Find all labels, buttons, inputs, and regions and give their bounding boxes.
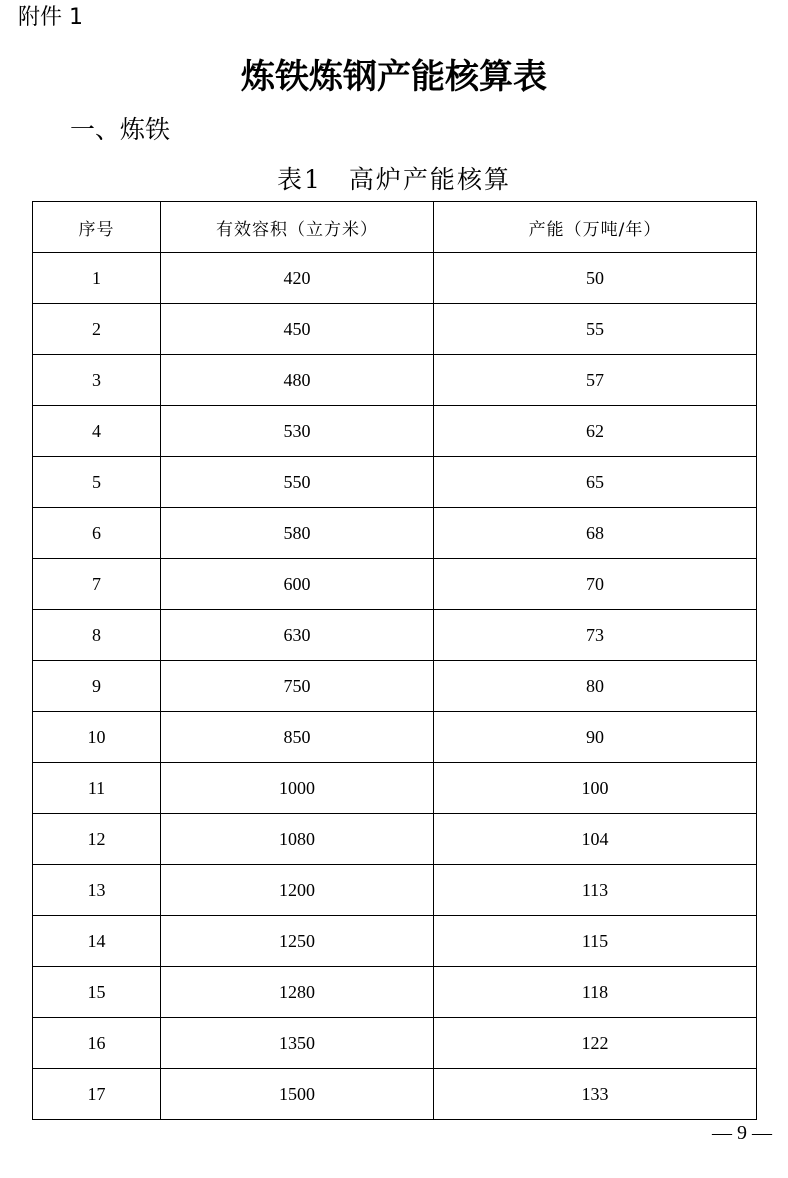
cell-capacity: 62 xyxy=(434,406,757,457)
header-effective-volume: 有效容积（立方米） xyxy=(161,202,434,253)
cell-effective-volume: 550 xyxy=(161,457,434,508)
cell-effective-volume: 630 xyxy=(161,610,434,661)
cell-capacity: 55 xyxy=(434,304,757,355)
cell-capacity: 104 xyxy=(434,814,757,865)
cell-serial-number: 9 xyxy=(33,661,161,712)
cell-effective-volume: 420 xyxy=(161,253,434,304)
cell-capacity: 115 xyxy=(434,916,757,967)
table-row xyxy=(33,661,757,712)
cell-serial-number: 6 xyxy=(33,508,161,559)
header-capacity: 产能（万吨/年） xyxy=(434,202,757,253)
page-number: — 9 — xyxy=(712,1122,772,1144)
cell-serial-number: 17 xyxy=(33,1069,161,1120)
cell-capacity: 113 xyxy=(434,865,757,916)
cell-effective-volume: 1250 xyxy=(161,916,434,967)
cell-serial-number: 14 xyxy=(33,916,161,967)
header-serial-number: 序号 xyxy=(33,202,161,253)
cell-serial-number: 13 xyxy=(33,865,161,916)
cell-effective-volume: 600 xyxy=(161,559,434,610)
page-title: 炼铁炼钢产能核算表 xyxy=(241,57,547,97)
cell-capacity: 100 xyxy=(434,763,757,814)
attachment-label: 附件 1 xyxy=(18,5,83,30)
cell-capacity: 118 xyxy=(434,967,757,1018)
blast-furnace-capacity-table xyxy=(32,201,757,1120)
table-row xyxy=(33,253,757,304)
cell-serial-number: 8 xyxy=(33,610,161,661)
cell-effective-volume: 1350 xyxy=(161,1018,434,1069)
cell-serial-number: 3 xyxy=(33,355,161,406)
cell-effective-volume: 1000 xyxy=(161,763,434,814)
cell-effective-volume: 850 xyxy=(161,712,434,763)
cell-serial-number: 11 xyxy=(33,763,161,814)
cell-capacity: 122 xyxy=(434,1018,757,1069)
table-row xyxy=(33,1018,757,1069)
cell-capacity: 50 xyxy=(434,253,757,304)
table-row xyxy=(33,814,757,865)
table-row xyxy=(33,355,757,406)
cell-serial-number: 16 xyxy=(33,1018,161,1069)
cell-capacity: 133 xyxy=(434,1069,757,1120)
cell-effective-volume: 480 xyxy=(161,355,434,406)
cell-capacity: 70 xyxy=(434,559,757,610)
cell-serial-number: 5 xyxy=(33,457,161,508)
cell-capacity: 90 xyxy=(434,712,757,763)
table-row xyxy=(33,916,757,967)
section-heading: 一、炼铁 xyxy=(70,115,171,144)
table-row xyxy=(33,406,757,457)
table-row xyxy=(33,763,757,814)
cell-capacity: 68 xyxy=(434,508,757,559)
table-header-row xyxy=(33,202,757,253)
table-row xyxy=(33,1069,757,1120)
cell-effective-volume: 1280 xyxy=(161,967,434,1018)
cell-effective-volume: 1500 xyxy=(161,1069,434,1120)
table-row xyxy=(33,457,757,508)
cell-effective-volume: 530 xyxy=(161,406,434,457)
table-row xyxy=(33,610,757,661)
cell-serial-number: 15 xyxy=(33,967,161,1018)
cell-capacity: 73 xyxy=(434,610,757,661)
cell-effective-volume: 750 xyxy=(161,661,434,712)
table-row xyxy=(33,865,757,916)
cell-serial-number: 12 xyxy=(33,814,161,865)
cell-serial-number: 2 xyxy=(33,304,161,355)
cell-effective-volume: 1080 xyxy=(161,814,434,865)
cell-capacity: 80 xyxy=(434,661,757,712)
table-row xyxy=(33,712,757,763)
cell-serial-number: 7 xyxy=(33,559,161,610)
cell-serial-number: 1 xyxy=(33,253,161,304)
cell-effective-volume: 1200 xyxy=(161,865,434,916)
cell-effective-volume: 580 xyxy=(161,508,434,559)
cell-effective-volume: 450 xyxy=(161,304,434,355)
cell-capacity: 65 xyxy=(434,457,757,508)
table-row xyxy=(33,559,757,610)
cell-serial-number: 4 xyxy=(33,406,161,457)
table-row xyxy=(33,304,757,355)
cell-serial-number: 10 xyxy=(33,712,161,763)
table-row xyxy=(33,508,757,559)
table-row xyxy=(33,967,757,1018)
table-caption: 表1 高炉产能核算 xyxy=(277,165,511,194)
cell-capacity: 57 xyxy=(434,355,757,406)
table-body xyxy=(33,253,757,1120)
